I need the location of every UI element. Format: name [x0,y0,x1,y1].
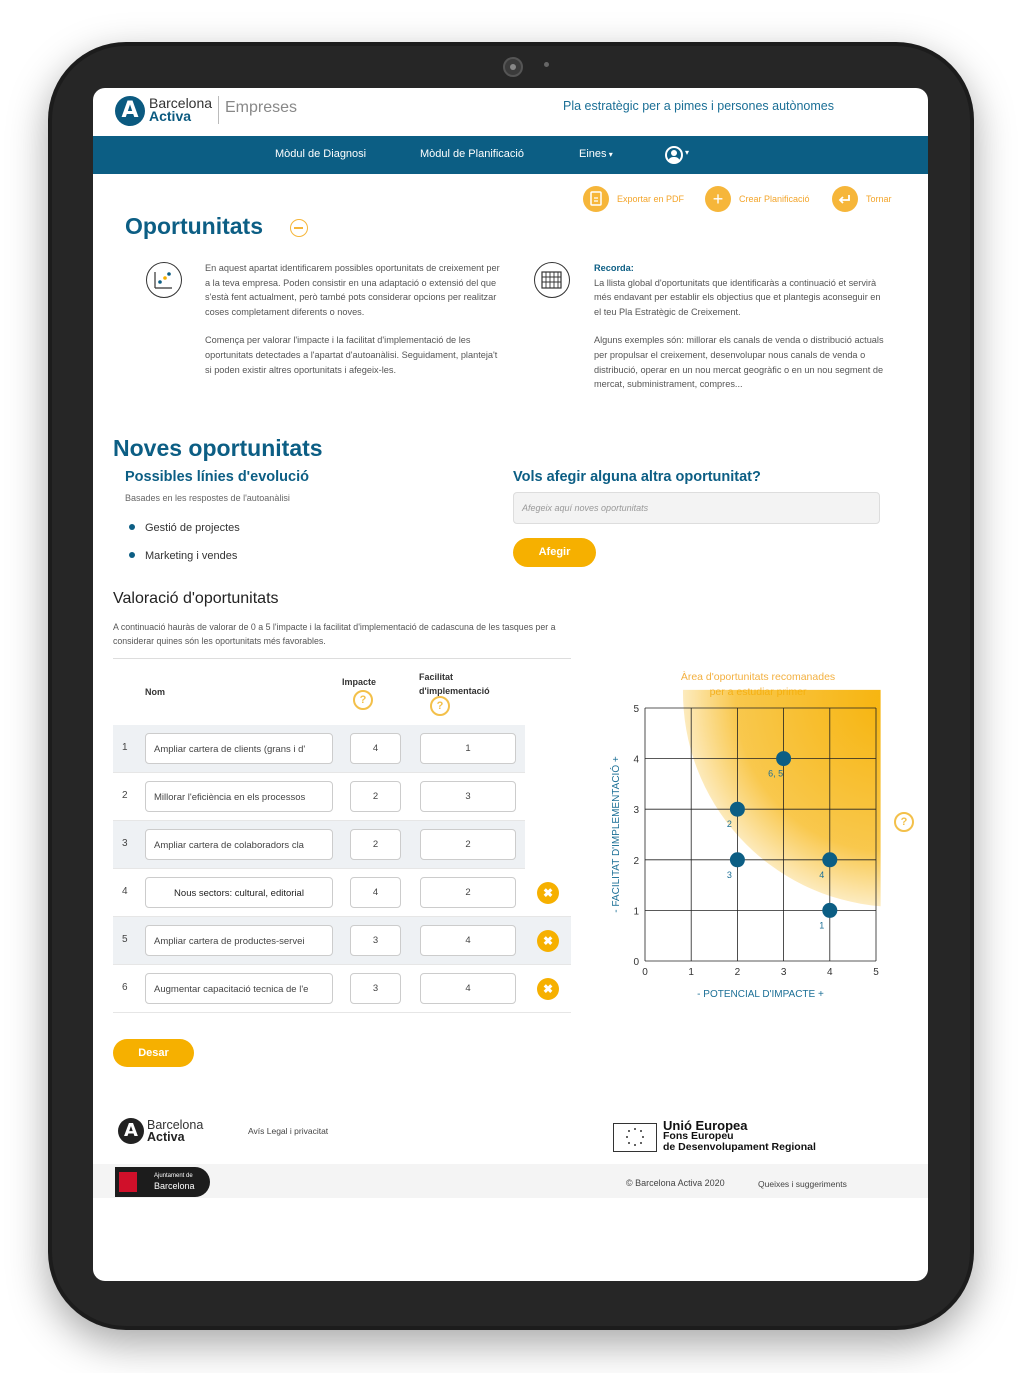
table-row [113,917,571,965]
row-number: 5 [122,934,128,945]
recommended-zone [683,690,881,906]
delete-icon[interactable]: ✖ [537,978,559,1000]
logo-text[interactable] [149,97,212,123]
plus-icon[interactable]: + [705,186,731,212]
eu-line-2: de Desenvolupament Regional [663,1141,816,1153]
ease-help-icon[interactable]: ? [430,696,450,716]
opportunity-name-input[interactable]: Nous sectors: cultural, editorial [145,877,333,908]
table-row [113,773,525,821]
pdf-icon[interactable] [583,186,609,212]
chart-help-icon[interactable]: ? [894,812,914,832]
export-pdf-link[interactable]: Exportar en PDF [617,194,685,204]
delete-icon[interactable]: ✖ [537,930,559,952]
add-opportunity-title: Vols afegir alguna altra oportunitat? [513,469,761,485]
table-top-divider [113,658,571,659]
data-point[interactable] [776,751,791,766]
ease-input[interactable]: 2 [420,877,516,908]
logo-line-2: Activa [149,108,192,124]
ajuntament-shield-icon [119,1172,137,1192]
ease-input[interactable]: 3 [420,781,516,812]
evolution-lines-title: Possibles línies d'evolució [125,469,309,485]
row-number: 6 [122,982,128,993]
x-tick-label: 3 [780,967,787,978]
evolution-line-item: Gestió de projectes [129,522,240,534]
ease-input[interactable]: 2 [420,829,516,860]
data-point[interactable] [822,852,837,867]
remember-heading: Recorda: [594,263,634,273]
header-tagline: Pla estratègic per a pimes i persones autònomes [563,99,834,113]
table-row [113,725,525,773]
opportunity-name-input[interactable]: Millorar l'eficiència en els processos [145,781,333,812]
add-button[interactable]: Afegir [513,538,596,567]
row-number: 3 [122,838,128,849]
nav-eines[interactable] [579,148,613,160]
legal-link[interactable]: Avís Legal i privacitat [248,1126,329,1136]
opportunity-name-input[interactable]: Ampliar cartera de colaboradors cla [145,829,333,860]
intro-left-p1: En aquest apartat identificarem possibles oportunitats de creixement per a la teva empresa. Poden consistir en una adaptació o extensió del que s'està fent actualment, però també pots considerar opcions per realitzar coses completament diferents o noves. [205,263,500,317]
footer-logo-line-2: Activa [147,1130,185,1144]
impact-input[interactable]: 2 [350,829,401,860]
data-point-label: 6, 5 [768,768,784,779]
eu-flag-icon [613,1123,657,1152]
y-tick-label: 5 [633,704,639,715]
camera-icon [503,57,523,77]
ajuntament-logo[interactable] [115,1167,210,1197]
nav-planificacio[interactable]: Mòdul de Planificació [420,148,524,160]
data-point[interactable] [730,802,745,817]
x-axis-label: - POTENCIAL D'IMPACTE + [697,989,824,1000]
col-ease-header [419,670,490,698]
col-impact-header: Impacte [342,677,377,687]
complaints-link[interactable]: Queixes i suggeriments [758,1179,847,1189]
intro-left-text [205,261,500,377]
impact-input[interactable]: 4 [350,733,401,764]
y-tick-label: 0 [633,957,639,968]
row-number: 2 [122,790,128,801]
eu-line-1: Fons Europeu [663,1130,734,1142]
ease-input[interactable]: 4 [420,973,516,1004]
col-name-header: Nom [145,687,165,697]
zone-label-line-1: Àrea d'oportunitats recomanades [680,671,836,683]
brand-suffix: Empreses [225,99,298,116]
opportunity-chart [593,688,913,1008]
data-point-label: 1 [819,920,825,931]
user-account-icon[interactable] [665,146,683,164]
intro-right-p2: Alguns exemples són: millorar els canals de venda o distribució actuals per propulsar el creixement, desenvolupar nous canals de venda o distribució, operar en un nou mercat geogràfic o en un nou segment de mercat, subministrament, compres... [594,335,884,390]
table-row [113,821,525,869]
impact-help-icon[interactable]: ? [353,690,373,710]
row-number: 1 [122,742,128,753]
table-row [113,869,571,917]
y-tick-label: 3 [633,805,639,817]
back-link[interactable]: Tornar [866,194,892,204]
table-row [113,965,571,1013]
valuation-title: Valoració d'oportunitats [113,590,279,607]
opportunity-name-input[interactable]: Ampliar cartera de clients (grans i d' [145,733,333,764]
y-tick-label: 1 [633,906,639,918]
minus-bar [294,227,303,229]
copyright-text: © Barcelona Activa 2020 [626,1178,725,1188]
user-body-shape [668,157,680,162]
ajuntament-line-1: Ajuntament de [154,1173,193,1179]
x-tick-label: 5 [873,967,879,978]
intro-right-p1: La llista global d'oportunitats que identificaràs a continuació et servirà més endavant per establir els objectius que et plantegis aconseguir en el teu Pla Estratègic de Creixement. [594,277,881,317]
delete-icon[interactable]: ✖ [537,882,559,904]
ease-input[interactable]: 4 [420,925,516,956]
collapse-minus-icon[interactable] [290,219,308,237]
create-planning-link[interactable]: Crear Planificació [739,194,810,204]
nav-diagnosi[interactable]: Mòdul de Diagnosi [275,148,367,160]
evolution-line-item: Marketing i vendes [129,550,237,562]
save-button[interactable]: Desar [113,1039,194,1067]
y-tick-label: 2 [633,855,639,867]
data-point-label: 2 [726,819,732,830]
row-number: 4 [122,886,128,897]
logo-line-1: Barcelona [149,95,213,111]
user-caret-icon[interactable]: ▾ [685,148,690,157]
impact-input[interactable]: 3 [350,973,401,1004]
ajuntament-line-2: Barcelona [154,1181,195,1191]
impact-input[interactable]: 2 [350,781,401,812]
new-opportunities-title: Noves oportunitats [113,435,323,461]
y-tick-label: 4 [633,754,639,766]
data-point[interactable] [730,852,745,867]
evolution-lines-subtitle: Basades en les respostes de l'autoanàlisi [125,493,290,503]
caret-down-icon: ▾ [606,150,613,159]
x-tick-label: 1 [688,967,694,978]
intro-left-p2: Comença per valorar l'impacte i la facilitat d'implementació de les oportunitats detectades a l'apartat d'autoanàlisi. Seguidament, planteja't si poden existir altres oportunitats i afegeix-les. [205,335,498,375]
intro-right-text [594,261,889,392]
logo-divider [218,96,219,124]
valuation-description: A continuació hauràs de valorar de 0 a 5 l'impacte i la facilitat d'implementació de cadascuna de les tasques per a considerar quines són les oportunitats més favorables. [113,622,556,646]
nav-eines-label: Eines [579,148,607,160]
opportunity-name-input[interactable]: Augmentar capacitació tecnica de l'e [145,973,333,1004]
footer-logo-icon: A [118,1118,144,1144]
opportunity-name-input[interactable]: Ampliar cartera de productes-servei [145,925,333,956]
sensor-dot [544,62,549,67]
footer-logo-line-1: Barcelona [147,1118,204,1132]
barcelona-activa-logo-icon: A [115,96,145,126]
col-ease-line-1: Facilitat [419,672,454,682]
x-tick-label: 0 [642,967,648,978]
x-tick-label: 4 [827,967,833,978]
chart-analysis-icon [146,262,182,298]
data-point-label: 3 [726,869,732,880]
x-tick-label: 2 [734,967,741,978]
eu-text [663,1120,816,1153]
data-point-label: 4 [819,869,825,880]
eu-title: Unió Europea [663,1118,748,1133]
ease-input[interactable]: 1 [420,733,516,764]
col-ease-line-2: d'implementació [419,686,490,696]
page-title: Oportunitats [125,213,263,239]
y-axis-label: - FACILITAT D'IMPLEMENTACIÓ + [611,756,622,913]
screen [93,88,928,1281]
add-opportunity-input[interactable]: Afegeix aquí noves oportunitats [513,492,880,524]
calendar-icon [534,262,570,298]
impact-input[interactable]: 4 [350,877,401,908]
impact-input[interactable]: 3 [350,925,401,956]
main-navbar [93,136,928,174]
data-point[interactable] [822,903,837,918]
footer-logo-text[interactable] [147,1119,203,1143]
back-arrow-icon[interactable] [832,186,858,212]
user-head-shape [671,150,677,156]
